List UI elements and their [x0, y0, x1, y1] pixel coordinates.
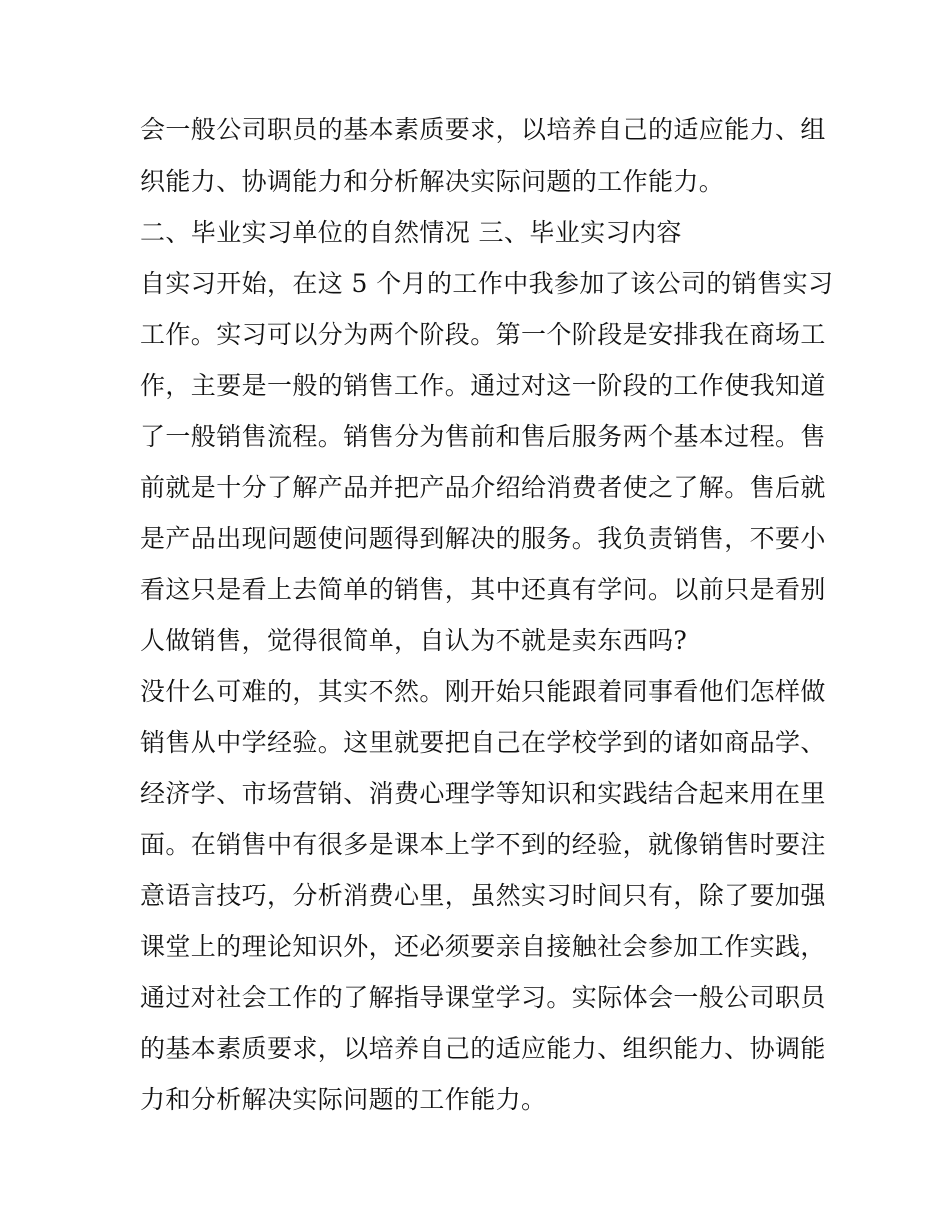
text-line: 作，主要是一般的销售工作。通过对这一阶段的工作使我知道	[140, 371, 826, 400]
text-line: 前就是十分了解产品并把产品介绍给消费者使之了解。售后就	[140, 473, 826, 502]
text-line: 的基本素质要求，以培养自己的适应能力、组织能力、协调能	[140, 1034, 826, 1063]
text-line: 是产品出现问题使问题得到解决的服务。我负责销售，不要小	[140, 524, 826, 553]
text-line: 会一般公司职员的基本素质要求，以培养自己的适应能力、组	[140, 115, 826, 144]
text-line: 看这只是看上去简单的销售，其中还真有学问。以前只是看别	[140, 575, 826, 604]
text-line: 自实习开始，在这 5 个月的工作中我参加了该公司的销售实习	[140, 269, 834, 298]
text-line: 了一般销售流程。销售分为售前和售后服务两个基本过程。售	[140, 422, 826, 451]
text-line: 课堂上的理论知识外，还必须要亲自接触社会参加工作实践，	[140, 932, 826, 961]
text-line: 经济学、市场营销、消费心理学等知识和实践结合起来用在里	[140, 779, 826, 808]
text-line: 没什么可难的，其实不然。刚开始只能跟着同事看他们怎样做	[140, 677, 826, 706]
text-line: 工作。实习可以分为两个阶段。第一个阶段是安排我在商场工	[140, 320, 826, 349]
text-line: 织能力、协调能力和分析解决实际问题的工作能力。	[140, 167, 725, 196]
text-line: 通过对社会工作的了解指导课堂学习。实际体会一般公司职员	[140, 983, 826, 1012]
text-line: 销售从中学经验。这里就要把自己在学校学到的诸如商品学、	[140, 728, 826, 757]
text-line: 人做销售，觉得很简单，自认为不就是卖东西吗?	[140, 626, 688, 655]
text-line: 意语言技巧，分析消费心里，虽然实习时间只有，除了要加强	[140, 881, 826, 910]
text-line: 面。在销售中有很多是课本上学不到的经验，就像销售时要注	[140, 830, 826, 859]
section-heading-line: 二、毕业实习单位的自然情况 三、毕业实习内容	[140, 218, 682, 247]
text-line: 力和分析解决实际问题的工作能力。	[140, 1085, 547, 1114]
